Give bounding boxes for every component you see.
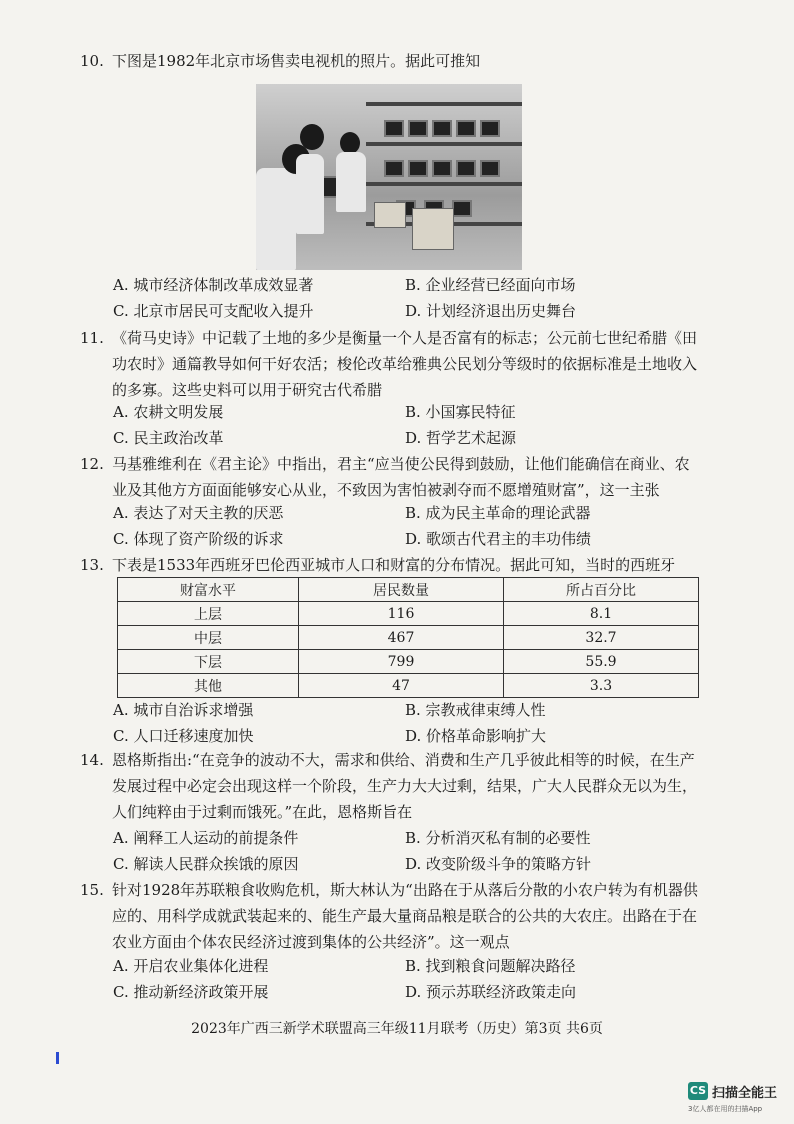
options-14 [113, 825, 713, 877]
question-stem-line: 的多寡。这些史料可以用于研究古代希腊 [112, 381, 383, 399]
table-cell: 47 [299, 674, 504, 698]
table-cell: 3.3 [504, 674, 699, 698]
wealth-distribution-table [117, 577, 699, 698]
page-footer: 2023年广西三新学术联盟高三年级11月联考（历史）第3页 共6页 [191, 1021, 603, 1037]
question-12 [80, 451, 720, 503]
question-stem: 下表是1533年西班牙巴伦西亚城市人口和财富的分布情况。据此可知，当时的西班牙 [112, 556, 676, 574]
table-row [118, 626, 699, 650]
option-a[interactable]: A. 城市自治诉求增强 [113, 701, 254, 719]
table-cell: 116 [299, 602, 504, 626]
option-c[interactable]: C. 解读人民群众挨饿的原因 [113, 855, 299, 873]
question-number: 10. [80, 52, 104, 70]
question-stem-line: 马基雅维利在《君主论》中指出，君主“应当使公民得到鼓励，让他们能确信在商业、农 [112, 455, 690, 473]
table-cell: 下层 [118, 650, 299, 674]
option-d[interactable]: D. 价格革命影响扩大 [405, 727, 547, 745]
table-cell: 799 [299, 650, 504, 674]
table-row [118, 602, 699, 626]
tv-market-photo [256, 84, 522, 270]
option-b[interactable]: B. 找到粮食问题解决路径 [405, 957, 576, 975]
question-10 [80, 48, 720, 74]
option-d[interactable]: D. 计划经济退出历史舞台 [405, 302, 577, 320]
question-11 [80, 325, 720, 403]
question-15 [80, 877, 720, 955]
option-c[interactable]: C. 推动新经济政策开展 [113, 983, 269, 1001]
scanner-app-logo [688, 1078, 788, 1118]
question-14 [80, 747, 720, 825]
table-row [118, 650, 699, 674]
question-number: 15. [80, 881, 104, 899]
table-cell: 中层 [118, 626, 299, 650]
options-10 [113, 272, 713, 324]
table-cell: 55.9 [504, 650, 699, 674]
table-cell: 上层 [118, 602, 299, 626]
question-stem: 下图是1982年北京市场售卖电视机的照片。据此可推知 [112, 52, 481, 70]
table-cell: 467 [299, 626, 504, 650]
table-row [118, 674, 699, 698]
option-c[interactable]: C. 体现了资产阶级的诉求 [113, 530, 284, 548]
option-c[interactable]: C. 人口迁移速度加快 [113, 727, 254, 745]
option-b[interactable]: B. 成为民主革命的理论武器 [405, 504, 591, 522]
question-number: 14. [80, 751, 104, 769]
option-c[interactable]: C. 北京市居民可支配收入提升 [113, 302, 314, 320]
table-cell: 8.1 [504, 602, 699, 626]
question-stem-line: 针对1928年苏联粮食收购危机，斯大林认为“出路在于从落后分散的小农户转为有机器供 [112, 881, 698, 899]
option-b[interactable]: B. 分析消灭私有制的必要性 [405, 829, 591, 847]
option-d[interactable]: D. 预示苏联经济政策走向 [405, 983, 577, 1001]
question-stem-line: 《荷马史诗》中记载了土地的多少是衡量一个人是否富有的标志；公元前七世纪希腊《田 [112, 329, 698, 347]
cs-logo-icon: CS [688, 1082, 708, 1100]
option-b[interactable]: B. 宗教戒律束缚人性 [405, 701, 546, 719]
option-d[interactable]: D. 哲学艺术起源 [405, 429, 517, 447]
options-11 [113, 399, 713, 451]
option-b[interactable]: B. 企业经营已经面向市场 [405, 276, 576, 294]
options-15 [113, 953, 713, 1005]
options-13 [113, 697, 713, 749]
option-a[interactable]: A. 农耕文明发展 [113, 403, 224, 421]
question-number: 12. [80, 455, 104, 473]
option-a[interactable]: A. 表达了对天主教的厌恶 [113, 504, 284, 522]
question-stem-line: 业及其他方方面面能够安心从业，不致因为害怕被剥夺而不愿增殖财富”，这一主张 [112, 481, 660, 499]
question-stem-line: 恩格斯指出:“在竞争的波动不大，需求和供给、消费和生产几乎彼此相等的时候，在生产 [112, 751, 695, 769]
table-cell: 32.7 [504, 626, 699, 650]
option-a[interactable]: A. 开启农业集体化进程 [113, 957, 269, 975]
options-12 [113, 500, 713, 552]
question-stem-line: 发展过程中必定会出现这样一个阶段，生产力大大过剩，结果，广大人民群众无以为生， [112, 777, 698, 795]
question-stem-line: 人们纯粹由于过剩而饿死。”在此，恩格斯旨在 [112, 803, 413, 821]
scan-mark [56, 1052, 59, 1064]
logo-name: 扫描全能王 [712, 1086, 778, 1101]
question-number: 13. [80, 556, 104, 574]
option-d[interactable]: D. 改变阶级斗争的策略方针 [405, 855, 592, 873]
table-header-cell: 财富水平 [118, 578, 299, 602]
question-number: 11. [80, 329, 104, 347]
option-d[interactable]: D. 歌颂古代君主的丰功伟绩 [405, 530, 592, 548]
option-c[interactable]: C. 民主政治改革 [113, 429, 224, 447]
table-header-row [118, 578, 699, 602]
question-13 [80, 552, 720, 578]
question-stem-line: 农业方面由个体农民经济过渡到集体的公共经济”。这一观点 [112, 933, 510, 951]
table-header-cell: 居民数量 [299, 578, 504, 602]
table-cell: 其他 [118, 674, 299, 698]
option-b[interactable]: B. 小国寡民特征 [405, 403, 516, 421]
option-a[interactable]: A. 城市经济体制改革成效显著 [113, 276, 314, 294]
option-a[interactable]: A. 阐释工人运动的前提条件 [113, 829, 299, 847]
question-stem-line: 功农时》通篇教导如何干好农活；梭伦改革给雅典公民划分等级时的依据标准是土地收入 [112, 355, 698, 373]
table-header-cell: 所占百分比 [504, 578, 699, 602]
question-stem-line: 应的、用科学成就武装起来的、能生产最大量商品粮是联合的公共的大农庄。出路在于在 [112, 907, 698, 925]
logo-tagline: 3亿人都在用的扫描App [688, 1105, 763, 1113]
